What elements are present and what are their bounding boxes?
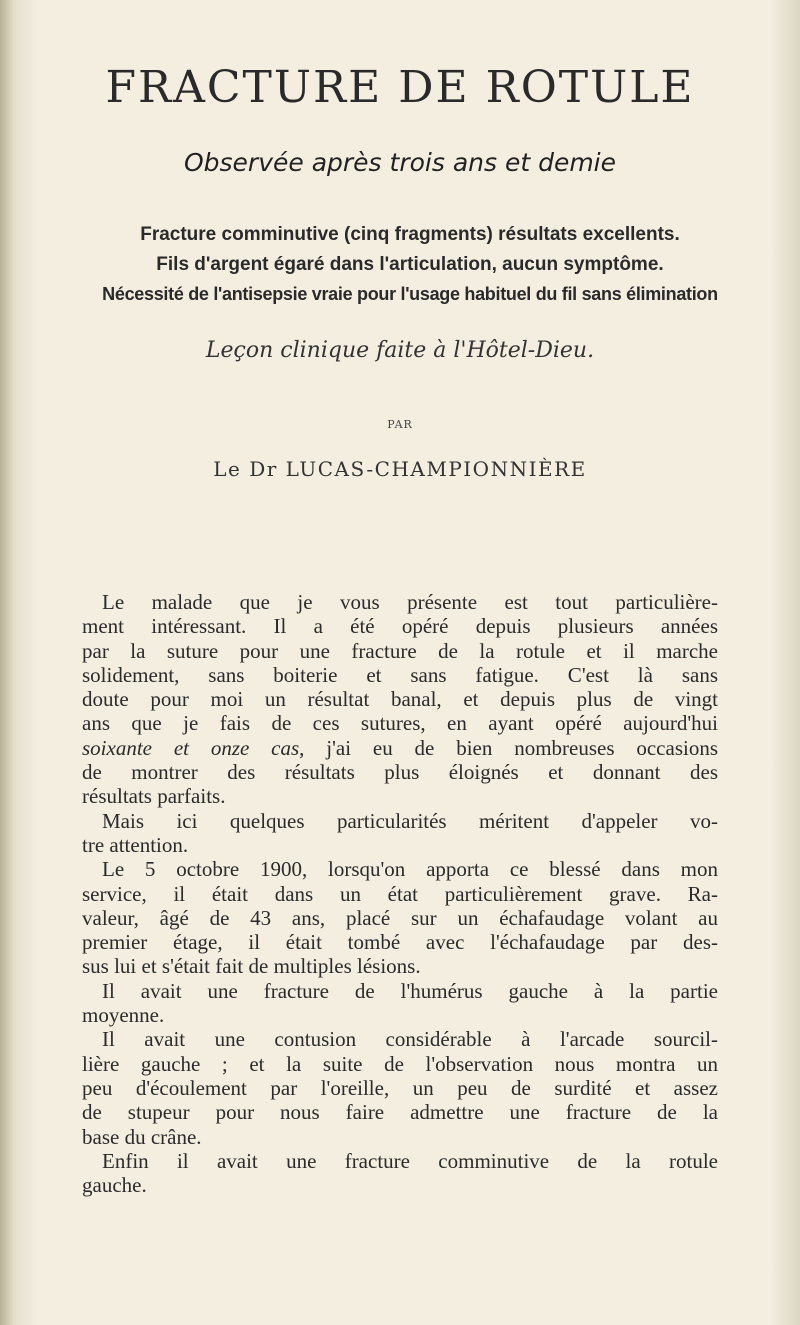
lecture-title: Leçon clinique faite à l'Hôtel-Dieu.	[205, 338, 595, 363]
body-line: moyenne.	[82, 1003, 165, 1028]
body-line: ans que je fais de ces sutures, en ayant opéré aujourd'hui	[82, 711, 718, 736]
body-line: tre attention.	[82, 832, 189, 857]
body-line: valeur, âgé de 43 ans, placé sur un échafaudage volant au	[82, 905, 718, 930]
body-line: service, il était dans un état particulièrement grave. Ra-	[82, 881, 718, 906]
body-line: Il avait une fracture de l'humérus gauche à la partie	[102, 978, 718, 1003]
author-name: Le Dr LUCAS-CHAMPIONNIÈRE	[213, 457, 587, 481]
italic-case-count: soixante et onze cas	[82, 735, 300, 760]
body-line: gauche.	[82, 1173, 147, 1198]
body-line: Mais ici quelques particularités méritent d'appeler vo-	[102, 808, 718, 833]
page-binding-edge	[0, 0, 14, 1325]
byline-par: PAR	[387, 418, 413, 431]
summary-line-3: Nécessité de l'antisepsie vraie pour l'usage habituel du fil sans élimination	[102, 284, 718, 304]
article-subtitle: Observée après trois ans et demie	[183, 148, 617, 177]
body-line: lière gauche ; et la suite de l'observation nous montra un	[82, 1051, 718, 1076]
body-line: sus lui et s'était fait de multiples lésions.	[82, 954, 421, 979]
body-line: par la suture pour une fracture de la rotule et il marche	[82, 638, 718, 663]
body-line: peu d'écoulement par l'oreille, un peu de surdité et assez	[82, 1075, 718, 1100]
body-line: Enfin il avait une fracture comminutive de la rotule	[102, 1148, 718, 1173]
body-line: résultats parfaits.	[82, 784, 226, 809]
summary-line-1: Fracture comminutive (cinq fragments) résultats excellents.	[140, 224, 680, 245]
body-line-rest: , j'ai eu de bien nombreuses occasions	[299, 735, 718, 760]
article-body	[82, 590, 718, 1197]
body-line: ment intéressant. Il a été opéré depuis plusieurs années	[82, 614, 718, 639]
body-line: solidement, sans boiterie et sans fatigue. C'est là sans	[82, 662, 718, 687]
body-line: Le malade que je vous présente est tout particulière-	[102, 590, 718, 614]
body-line: base du crâne.	[82, 1124, 202, 1149]
body-line: de stupeur pour nous faire admettre une fracture de la	[82, 1100, 718, 1125]
body-line	[82, 736, 718, 760]
article-title: FRACTURE DE ROTULE	[105, 62, 695, 113]
body-line: premier étage, il était tombé avec l'échafaudage par des-	[82, 930, 718, 955]
body-line: doute pour moi un résultat banal, et depuis plus de vingt	[82, 687, 718, 712]
body-line: de montrer des résultats plus éloignés et donnant des	[82, 760, 718, 785]
summary-line-2: Fils d'argent égaré dans l'articulation, aucun symptôme.	[156, 254, 664, 275]
body-line: Le 5 octobre 1900, lorsqu'on apporta ce blessé dans mon	[102, 857, 718, 882]
body-line: Il avait une contusion considérable à l'arcade sourcil-	[102, 1027, 718, 1052]
